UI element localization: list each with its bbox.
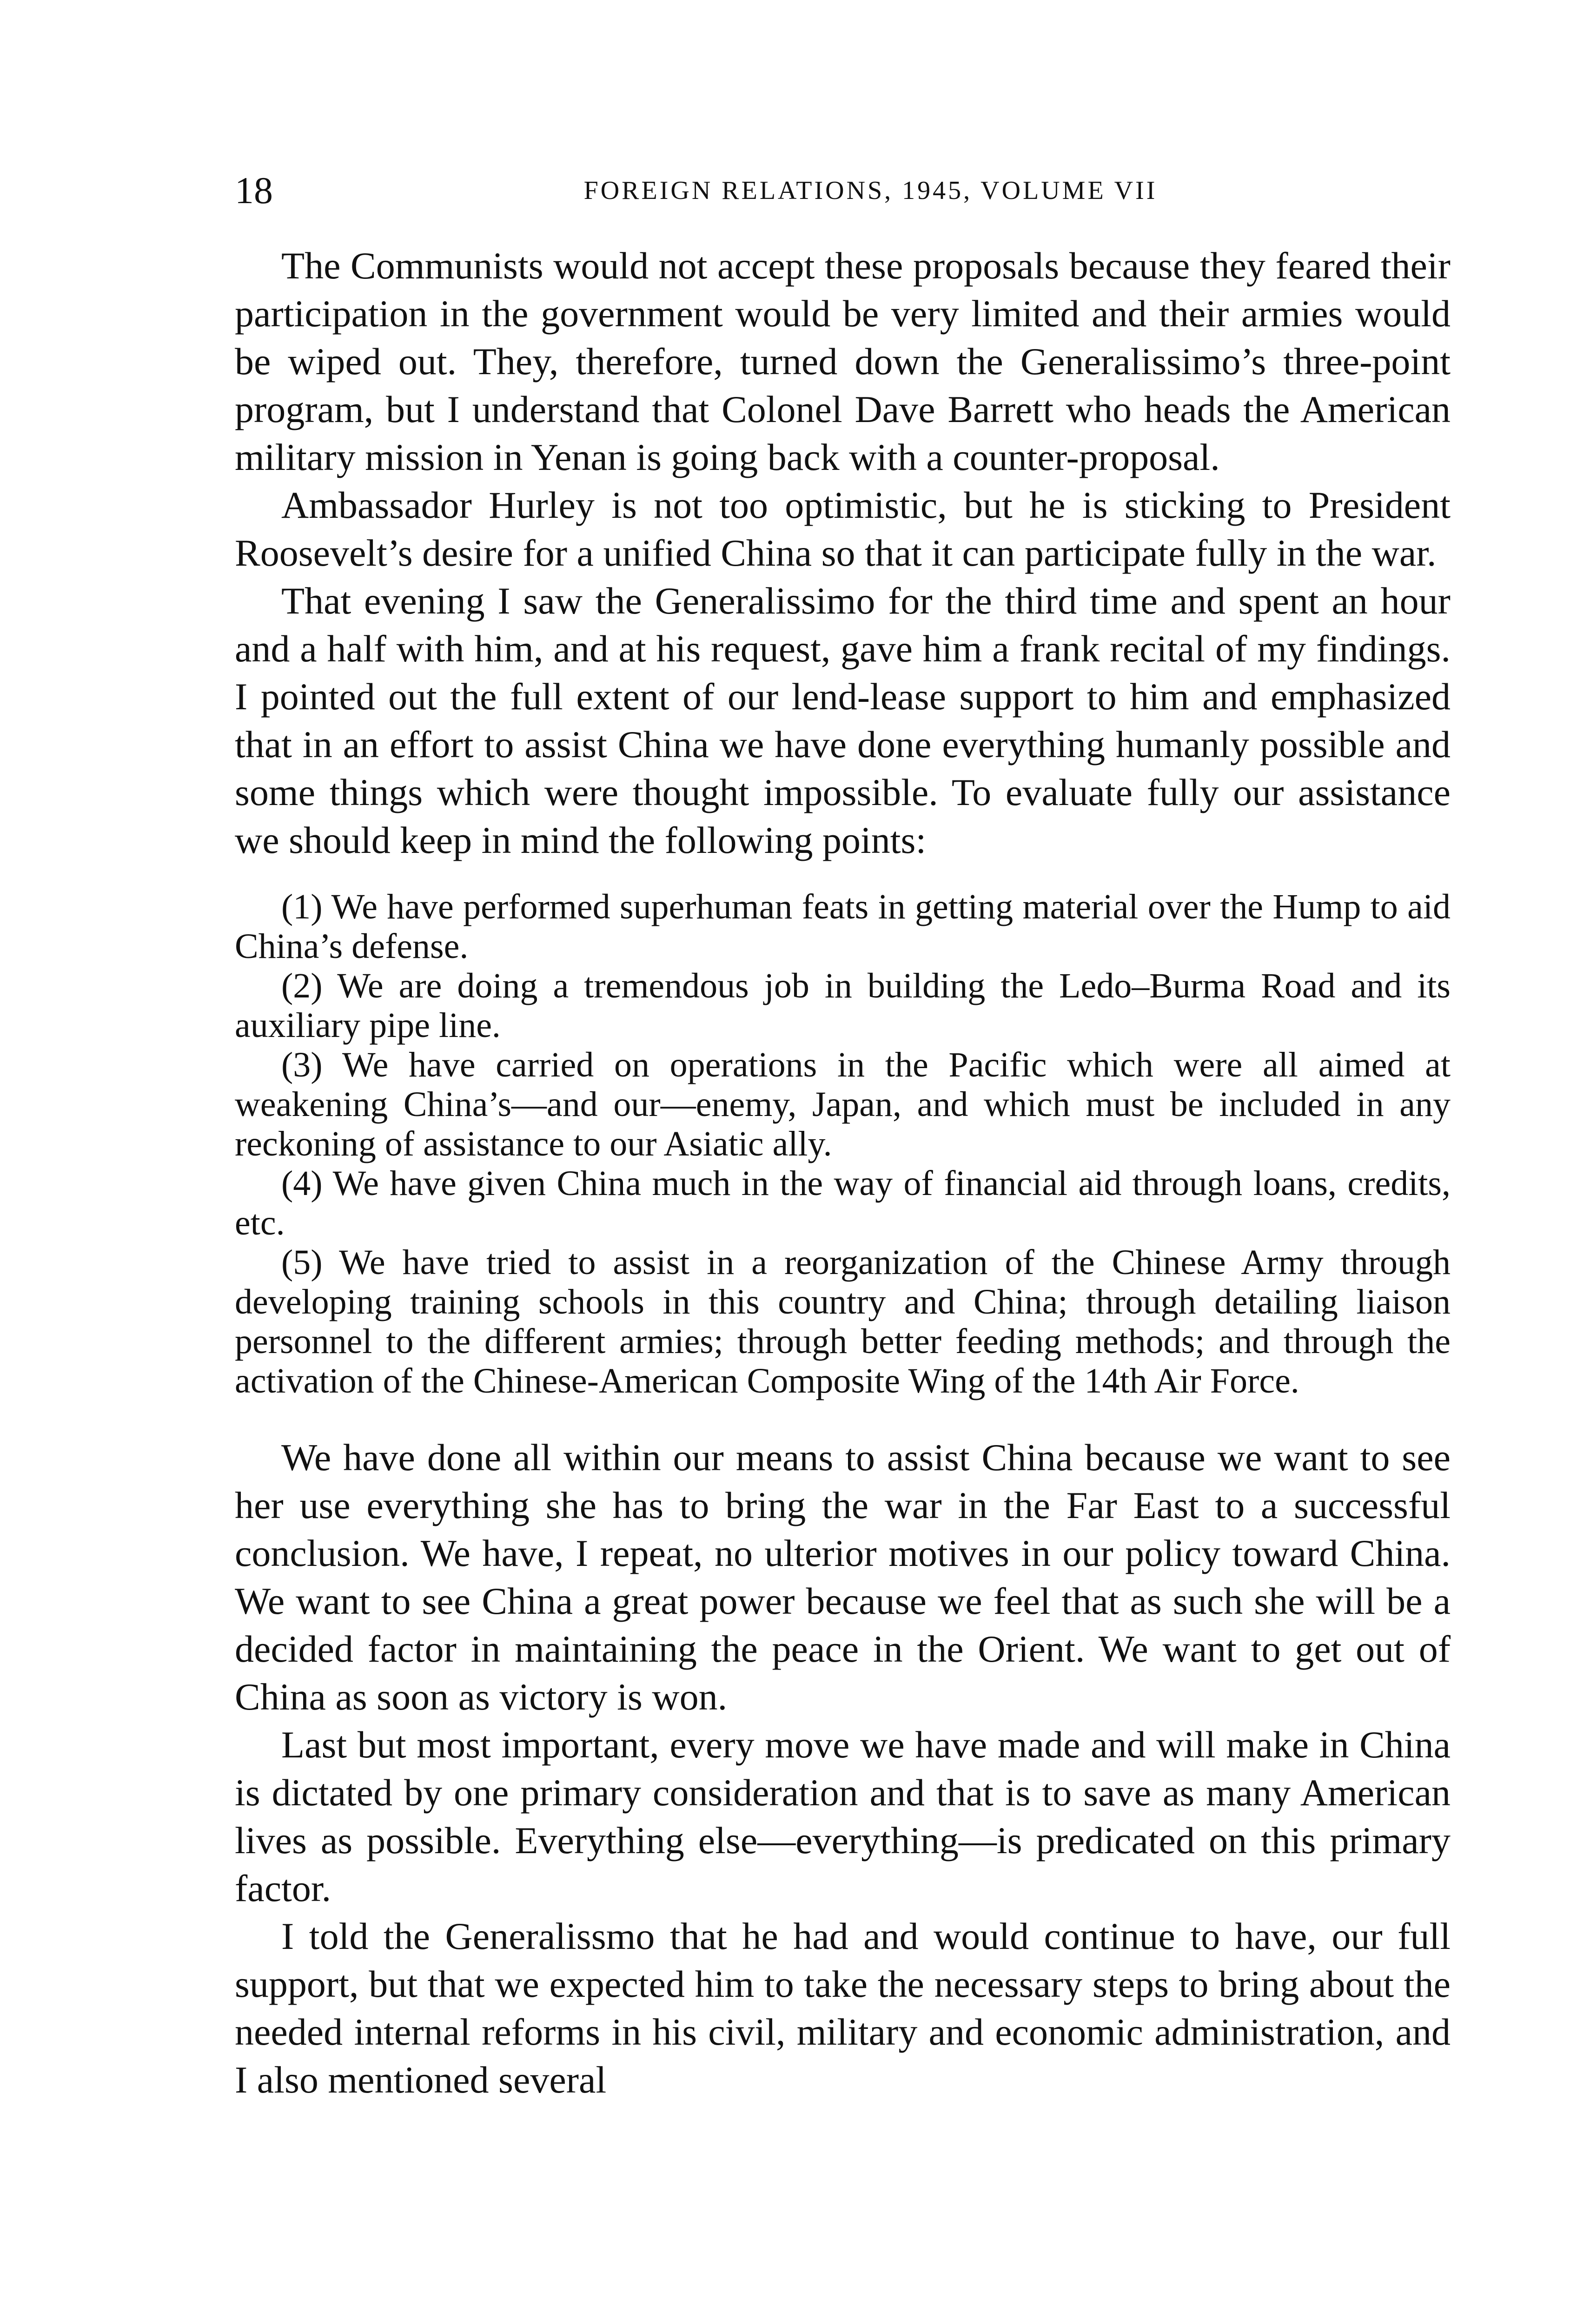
list-item: (2) We are doing a tremendous job in building the Ledo–Burma Road and its auxiliary pipe line.: [235, 966, 1451, 1045]
list-item: (5) We have tried to assist in a reorganization of the Chinese Army through developing training schools in this country and China; through detailing liaison personnel to the different armies; through better feeding methods; and through the activation of the Chinese-American Composite Wing of the 14th Air Force.: [235, 1243, 1451, 1400]
numbered-points-list: [235, 887, 1451, 1401]
paragraph: I told the Generalissmo that he had and would continue to have, our full support, but that we expected him to take the necessary steps to bring about the needed internal reforms in his civil, military and economic administration, and I also mentioned several: [235, 1915, 1451, 2101]
paragraph: Last but most important, every move we have made and will make in China is dictated by one primary consideration and that is to save as many American lives as possible. Everything else—everything—is predicated on this primary factor.: [235, 1723, 1451, 1909]
body-text: [235, 242, 1451, 2104]
paragraph: That evening I saw the Generalissimo for the third time and spent an hour and a half with him, and at his request, gave him a frank recital of my findings. I pointed out the full extent of our lend-lease support to him and emphasized that in an effort to assist China we have done everything humanly possible and some things which were thought impossible. To evaluate fully our assistance we should keep in mind the following points:: [235, 580, 1451, 861]
page-number: 18: [235, 169, 273, 211]
paragraph: We have done all within our means to assist China because we want to see her use everything she has to bring the war in the Far East to a successful conclusion. We have, I repeat, no ulterior motives in our policy toward China. We want to see China a great power because we feel that as such she will be a decided factor in maintaining the peace in the Orient. We want to get out of China as soon as victory is won.: [235, 1436, 1451, 1718]
list-item: (4) We have given China much in the way of financial aid through loans, credits, etc.: [235, 1164, 1451, 1242]
list-item: (1) We have performed superhuman feats in getting material over the Hump to aid China’s defense.: [235, 887, 1451, 966]
paragraph: Ambassador Hurley is not too optimistic, but he is sticking to President Roosevelt’s desire for a unified China so that it can participate fully in the war.: [235, 484, 1451, 574]
list-item: (3) We have carried on operations in the Pacific which were all aimed at weakening China’s—and our—enemy, Japan, and which must be included in any reckoning of assistance to our Asiatic ally.: [235, 1045, 1451, 1163]
running-header: [235, 167, 1451, 214]
running-title: FOREIGN RELATIONS, 1945, VOLUME VII: [583, 176, 1158, 205]
paragraph: The Communists would not accept these proposals because they feared their participation in the government would be very limited and their armies would be wiped out. They, therefore, turned down the Generalissimo’s three-point program, but I understand that Colonel Dave Barrett who heads the American military mission in Yenan is going back with a counter-proposal.: [235, 244, 1451, 478]
